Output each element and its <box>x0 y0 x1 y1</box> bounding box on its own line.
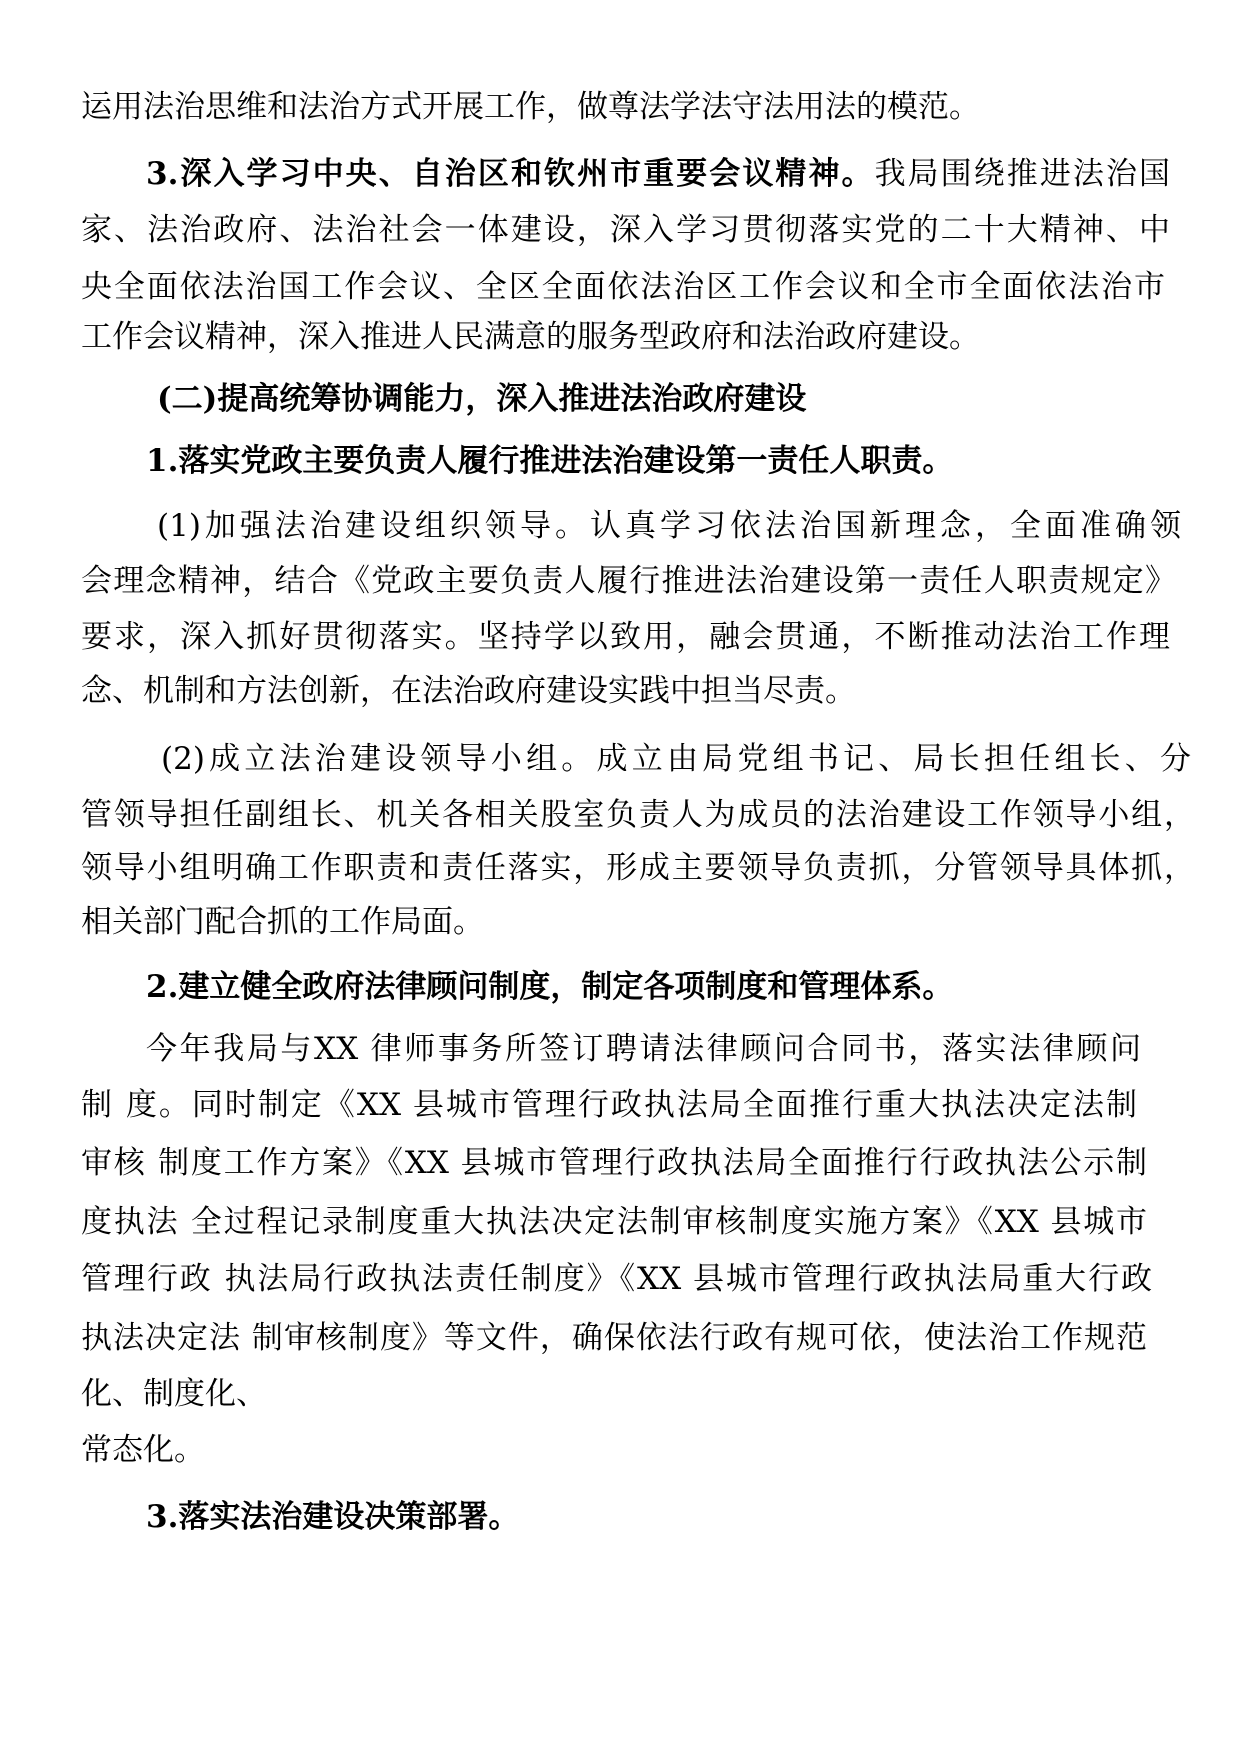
subsection-heading: 3.落实法治建设决策部署。 <box>146 1499 520 1535</box>
paragraph-line: 念、机制和方法创新，在法治政府建设实践中担当尽责。 <box>81 673 856 709</box>
paragraph-line: 执法决定法 制审核制度》等文件，确保依法行政有规可依，使法治工作规范 <box>81 1320 1147 1356</box>
paragraph-line: 领导小组明确工作职责和责任落实，形成主要领导负责抓，分管领导具体抓， <box>81 850 1195 886</box>
paragraph-line: 度执法 全过程记录制度重大执法决定法制审核制度实施方案》《XX 县城市 <box>81 1204 1147 1240</box>
paragraph-line: 制 度。同时制定《XX 县城市管理行政执法局全面推行重大执法决定法制 <box>81 1087 1137 1123</box>
subsection-heading: 1.落实党政主要负责人履行推进法治建设第一责任人职责。 <box>146 443 954 479</box>
paragraph-line: (1)加强法治建设组织领导。认真学习依法治国新理念，全面准确领 <box>157 508 1181 544</box>
paragraph-line: 相关部门配合抓的工作局面。 <box>81 904 484 940</box>
paragraph-line: 要求，深入抓好贯彻落实。坚持学以致用，融会贯通，不断推动法治工作理 <box>81 619 1170 655</box>
paragraph-line: 运用法治思维和法治方式开展工作，做尊法学法守法用法的模范。 <box>81 89 980 125</box>
paragraph-line: 央全面依法治国工作会议、全区全面依法治区工作会议和全市全面依法治市 <box>81 269 1165 305</box>
section-heading: (二)提高统筹协调能力，深入推进法治政府建设 <box>157 381 807 417</box>
paragraph-line: 会理念精神，结合《党政主要负责人履行推进法治建设第一责任人职责规定》 <box>81 563 1176 599</box>
paragraph-line: (2)成立法治建设领导小组。成立由局党组书记、局长担任组长、分 <box>161 741 1191 777</box>
paragraph-line: 家、法治政府、法治社会一体建设，深入学习贯彻落实党的二十大精神、中 <box>81 212 1170 248</box>
paragraph-line: 审核 制度工作方案》《XX 县城市管理行政执法局全面推行行政执法公示制 <box>81 1145 1147 1181</box>
paragraph-text: 我局围绕推进法治国 <box>874 156 1170 192</box>
item3-heading: 3.深入学习中央、自治区和钦州市重要会议精神。 <box>146 156 875 192</box>
paragraph-line: 常态化。 <box>81 1432 205 1468</box>
paragraph-line: 今年我局与XX 律师事务所签订聘请法律顾问合同书，落实法律顾问 <box>146 1031 1141 1067</box>
item3-first-line <box>146 154 1170 194</box>
subsection-heading: 2.建立健全政府法律顾问制度，制定各项制度和管理体系。 <box>146 969 954 1005</box>
paragraph-line: 化、制度化、 <box>81 1376 267 1412</box>
paragraph-line: 管领导担任副组长、机关各相关股室负责人为成员的法治建设工作领导小组， <box>81 797 1195 833</box>
paragraph-line: 工作会议精神，深入推进人民满意的服务型政府和法治政府建设。 <box>81 319 980 355</box>
paragraph-line: 管理行政 执法局行政执法责任制度》《XX 县城市管理行政执法局重大行政 <box>81 1261 1152 1297</box>
